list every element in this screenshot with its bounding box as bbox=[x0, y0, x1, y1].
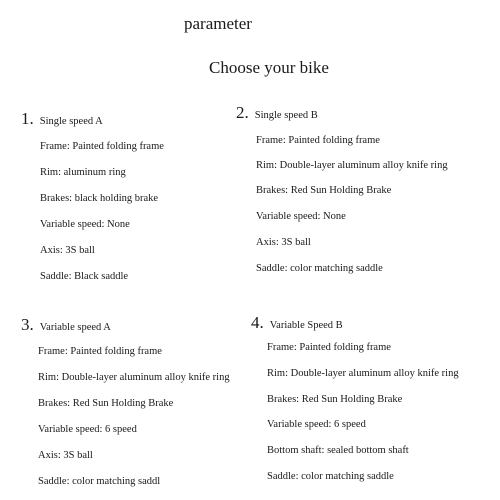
spec-axis: Axis: 3S ball bbox=[38, 450, 93, 461]
spec-axis: Axis: 3S ball bbox=[40, 245, 95, 256]
spec-variable-speed: Variable speed: None bbox=[40, 219, 130, 230]
option-number: 3. bbox=[21, 315, 34, 334]
option-header bbox=[21, 316, 111, 334]
spec-frame: Frame: Painted folding frame bbox=[267, 342, 391, 353]
option-name: Single speed A bbox=[39, 116, 103, 127]
spec-brakes: Brakes: black holding brake bbox=[40, 193, 159, 204]
bike-option-4 bbox=[251, 313, 459, 482]
spec-variable-speed: Variable speed: None bbox=[256, 211, 346, 222]
spec-frame: Frame: Painted folding frame bbox=[40, 141, 164, 152]
spec-saddle: Saddle: Black saddle bbox=[40, 271, 129, 282]
spec-rim: Rim: Double-layer aluminum alloy knife ring bbox=[256, 160, 448, 171]
spec-variable-speed: Variable speed: 6 speed bbox=[267, 419, 366, 430]
spec-rim: Rim: Double-layer aluminum alloy knife ring bbox=[267, 368, 459, 379]
option-number: 1. bbox=[21, 109, 34, 128]
bike-option-1 bbox=[21, 109, 164, 282]
option-header bbox=[236, 104, 318, 122]
option-header bbox=[21, 110, 103, 128]
spec-axis: Axis: 3S ball bbox=[256, 237, 311, 248]
bike-option-3 bbox=[21, 315, 230, 487]
spec-rim: Rim: Double-layer aluminum alloy knife ring bbox=[38, 372, 230, 383]
option-number: 4. bbox=[251, 313, 264, 332]
option-number: 2. bbox=[236, 103, 249, 122]
bike-option-2 bbox=[236, 103, 448, 274]
spec-brakes: Brakes: Red Sun Holding Brake bbox=[256, 185, 392, 196]
spec-saddle: Saddle: color matching saddle bbox=[267, 471, 394, 482]
spec-variable-speed: Variable speed: 6 speed bbox=[38, 424, 137, 435]
option-header bbox=[251, 314, 343, 332]
page-title: parameter bbox=[184, 14, 252, 33]
option-name: Single speed B bbox=[254, 110, 318, 121]
spec-frame: Frame: Painted folding frame bbox=[38, 346, 162, 357]
option-name: Variable Speed B bbox=[269, 320, 343, 331]
spec-frame: Frame: Painted folding frame bbox=[256, 135, 380, 146]
spec-saddle: Saddle: color matching saddl bbox=[38, 476, 161, 487]
page-subtitle: Choose your bike bbox=[209, 58, 329, 77]
option-name: Variable speed A bbox=[39, 322, 111, 333]
spec-brakes: Brakes: Red Sun Holding Brake bbox=[38, 398, 174, 409]
spec-rim: Rim: aluminum ring bbox=[40, 167, 126, 178]
spec-brakes: Brakes: Red Sun Holding Brake bbox=[267, 394, 403, 405]
spec-bottom-shaft: Bottom shaft: sealed bottom shaft bbox=[267, 445, 409, 456]
spec-saddle: Saddle: color matching saddle bbox=[256, 263, 383, 274]
